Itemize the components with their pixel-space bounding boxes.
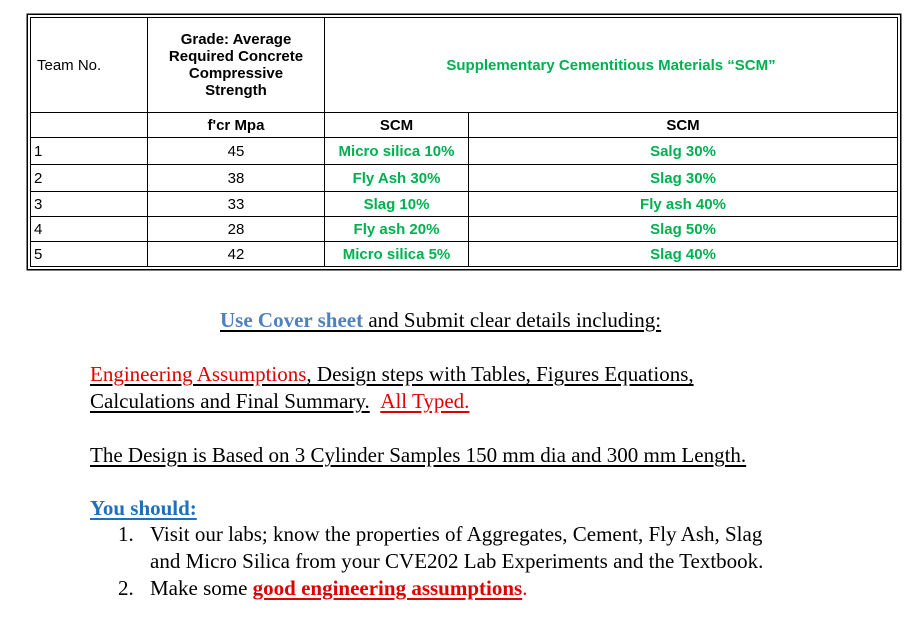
scm1-cell: Micro silica 5% [325,242,469,267]
good-assumptions-text: good engineering assumptions [252,576,523,600]
cover-sheet-link[interactable]: Use Cover sheet [220,308,364,332]
scm1-cell: Fly Ash 30% [325,165,469,192]
fcr-cell: 38 [148,165,325,192]
scm2-cell: Slag 40% [469,242,898,267]
all-typed-text: All Typed. [380,389,470,413]
scm1-cell: Slag 10% [325,192,469,217]
fcr-cell: 45 [148,138,325,165]
step-suffix: . [522,576,528,600]
scm1-cell: Micro silica 10% [325,138,469,165]
team-cell: 2 [31,165,148,192]
details-line-2 [90,388,469,415]
scm-assignment-table [30,17,898,267]
details-line-1 [90,361,694,388]
list-item [118,575,763,602]
scm1-cell: Fly ash 20% [325,217,469,242]
you-should-heading: You should: [90,496,197,520]
table-row [31,192,898,217]
list-item [118,521,763,575]
table-row [31,217,898,242]
step-number: 1. [118,522,134,546]
fcr-cell: 42 [148,242,325,267]
step-text-line: Visit our labs; know the properties of Aggregates, Cement, Fly Ash, Slag [150,522,763,546]
team-sub-header-empty [31,113,148,138]
scm1-sub-header: SCM [325,113,469,138]
grade-header-line: Grade: Average [180,31,292,48]
team-no-header: Team No. [31,18,148,113]
scm-title-header: Supplementary Cementitious Materials “SCM” [325,18,898,113]
fcr-cell: 28 [148,217,325,242]
grade-header-line: Strength [205,82,267,99]
step-text-line: and Micro Silica from your CVE202 Lab Experiments and the Textbook. [150,549,764,573]
grade-header-line: Required Concrete [168,48,304,65]
grade-header-line: Compressive [188,65,284,82]
scm2-cell: Slag 30% [469,165,898,192]
scm2-cell: Salg 30% [469,138,898,165]
cover-sheet-line [220,307,661,334]
details-line-1-rest: , Design steps with Tables, Figures Equations, [306,362,694,386]
table-row [31,138,898,165]
step-number: 2. [118,576,134,600]
design-basis-line: The Design is Based on 3 Cylinder Samples 150 mm dia and 300 mm Length. [90,443,747,467]
engineering-assumptions-text: Engineering Assumptions [90,362,307,386]
table-row [31,242,898,267]
scm2-cell: Fly ash 40% [469,192,898,217]
table-row [31,165,898,192]
scm2-cell: Slag 50% [469,217,898,242]
calculations-summary-text: Calculations and Final Summary. [90,389,370,413]
team-cell: 4 [31,217,148,242]
fcr-cell: 33 [148,192,325,217]
cover-sheet-rest: and Submit clear details including: [363,308,662,332]
instruction-steps-list [118,521,763,602]
scm2-sub-header: SCM [469,113,898,138]
team-cell: 5 [31,242,148,267]
fcr-sub-header: f'cr Mpa [148,113,325,138]
team-cell: 3 [31,192,148,217]
team-cell: 1 [31,138,148,165]
grade-header [148,18,325,113]
step-prefix: Make some [150,576,253,600]
